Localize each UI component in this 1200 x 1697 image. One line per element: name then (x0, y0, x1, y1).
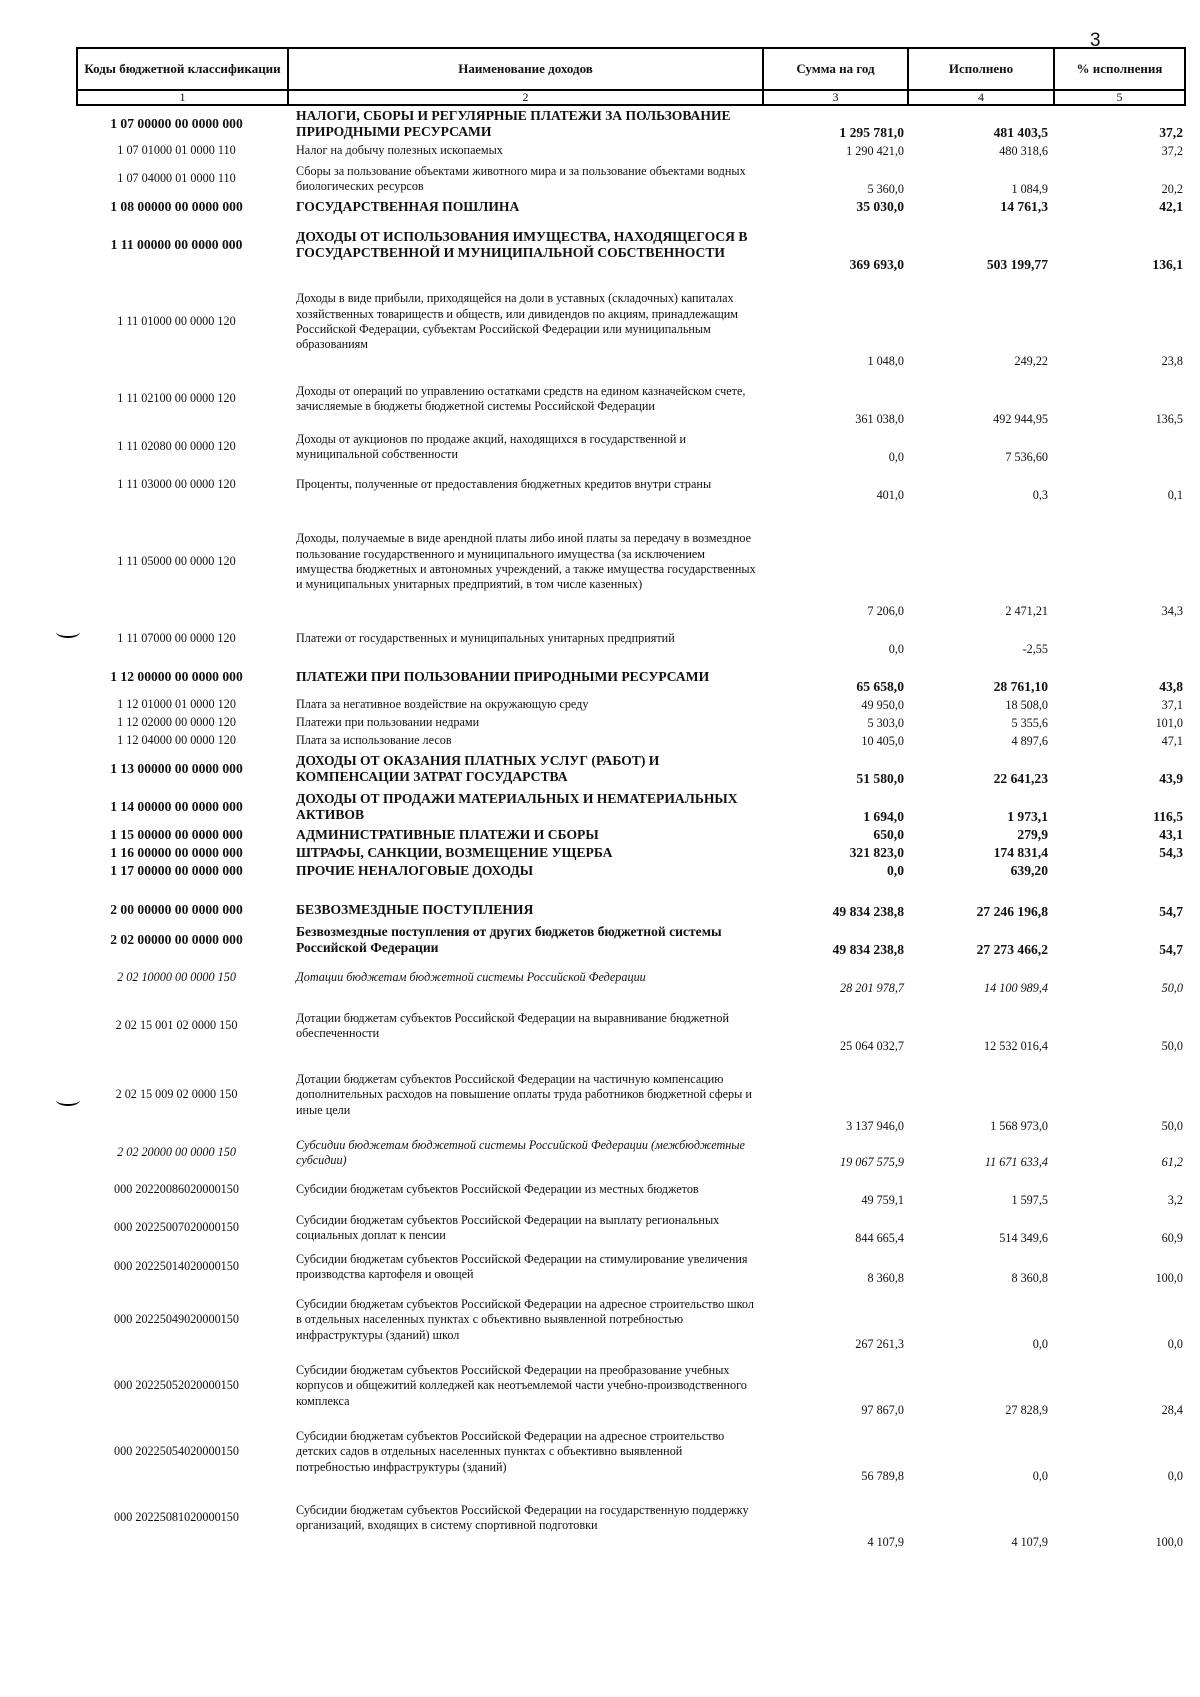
plan-cell: 1 694,0 (863, 808, 904, 824)
code-cell: 000 20225052020000150 (114, 1378, 239, 1393)
plan-cell: 65 658,0 (856, 678, 904, 694)
code-cell: 1 12 02000 00 0000 120 (117, 715, 236, 730)
code-cell: 1 11 03000 00 0000 120 (117, 477, 236, 492)
table-row (77, 714, 1185, 732)
name-cell: Дотации бюджетам бюджетной системы Российской Федерации (296, 970, 646, 985)
done-cell: 279,9 (1017, 826, 1048, 842)
table-row (77, 216, 1185, 274)
plan-cell: 3 137 946,0 (846, 1118, 904, 1133)
percent-cell: 116,5 (1153, 808, 1183, 824)
table-body (77, 105, 1185, 1551)
table-row (77, 620, 1185, 658)
name-cell: Субсидии бюджетам субъектов Российской Федерации на адресное строительство школ в отдельных населенных пунктах с объективно выявленной потребностью инфраструктуры (зданий) школ (296, 1297, 754, 1342)
done-cell: 481 403,5 (993, 124, 1048, 140)
code-cell: 1 11 07000 00 0000 120 (117, 631, 236, 646)
table-row (77, 658, 1185, 696)
percent-cell: 0,0 (1167, 1336, 1183, 1351)
code-cell: 1 08 00000 00 0000 000 (110, 198, 243, 214)
plan-cell: 49 834 238,8 (832, 941, 904, 957)
name-cell: Налог на добычу полезных ископаемых (296, 143, 503, 158)
done-cell: 22 641,23 (993, 770, 1048, 786)
done-cell: 492 944,95 (993, 411, 1048, 426)
plan-cell: 321 823,0 (849, 844, 904, 860)
percent-cell: 100,0 (1155, 1534, 1183, 1549)
done-cell: 639,20 (1010, 862, 1048, 878)
table-row (77, 428, 1185, 466)
percent-cell: 60,9 (1161, 1230, 1183, 1245)
code-cell: 1 12 00000 00 0000 000 (110, 668, 243, 684)
name-cell: Плата за использование лесов (296, 733, 452, 748)
code-cell: 1 07 04000 01 0000 110 (117, 171, 236, 186)
name-cell: ШТРАФЫ, САНКЦИИ, ВОЗМЕЩЕНИЕ УЩЕРБА (296, 844, 613, 860)
revenue-table (76, 47, 1186, 1551)
done-cell: 27 246 196,8 (976, 903, 1048, 919)
code-cell: 1 14 00000 00 0000 000 (110, 798, 243, 814)
code-cell: 1 11 02100 00 0000 120 (117, 391, 236, 406)
column-number: 1 (77, 90, 288, 105)
percent-cell: 37,2 (1159, 124, 1183, 140)
table-row (77, 105, 1185, 142)
table-row (77, 160, 1185, 198)
name-cell: БЕЗВОЗМЕЗДНЫЕ ПОСТУПЛЕНИЯ (296, 901, 534, 917)
table-row (77, 1247, 1185, 1287)
table-row (77, 1419, 1185, 1485)
code-cell: 000 20225007020000150 (114, 1220, 239, 1235)
code-cell: 1 12 04000 00 0000 120 (117, 733, 236, 748)
code-cell: 000 20225081020000150 (114, 1510, 239, 1525)
plan-cell: 49 759,1 (861, 1192, 904, 1207)
plan-cell: 28 201 978,7 (840, 980, 904, 995)
plan-cell: 5 303,0 (867, 715, 904, 730)
percent-cell: 61,2 (1161, 1154, 1183, 1169)
done-cell: 2 471,21 (1005, 603, 1048, 618)
plan-cell: 1 295 781,0 (839, 124, 904, 140)
done-cell: 0,0 (1032, 1336, 1048, 1351)
done-cell: 14 761,3 (1000, 198, 1048, 214)
name-cell (288, 880, 763, 899)
code-cell: 2 02 00000 00 0000 000 (110, 931, 243, 947)
table-row (77, 1209, 1185, 1247)
percent-cell: 54,7 (1159, 903, 1183, 919)
name-cell: Плата за негативное воздействие на окружающую среду (296, 697, 589, 712)
plan-cell: 0,0 (888, 641, 904, 656)
code-cell: 1 12 01000 01 0000 120 (117, 697, 236, 712)
percent-cell: 54,7 (1159, 941, 1183, 957)
code-cell: 1 07 00000 00 0000 000 (110, 115, 243, 131)
plan-cell: 0,0 (888, 449, 904, 464)
name-cell: Субсидии бюджетам субъектов Российской Федерации на адресное строительство детских садов в отдельных населенных пунктах с объективно выявленной потребностью инфраструктуры (зданий) (296, 1429, 725, 1474)
name-cell: Субсидии бюджетам субъектов Российской Федерации на государственную поддержку организаций, входящих в систему спортивной подготовки (296, 1502, 749, 1532)
table-row (77, 198, 1185, 216)
done-cell: 27 273 466,2 (976, 941, 1048, 957)
table-row (77, 788, 1185, 826)
name-cell: Субсидии бюджетам субъектов Российской Федерации на преобразование учебных корпусов и общежитий колледжей как неотъемлемой части учебно-производственного комплекса (296, 1363, 747, 1408)
name-cell: Платежи от государственных и муниципальных унитарных предприятий (296, 631, 675, 646)
done-cell: 1 973,1 (1007, 808, 1048, 824)
plan-cell (763, 880, 908, 899)
percent-cell: 54,3 (1159, 844, 1183, 860)
plan-cell: 1 290 421,0 (846, 143, 904, 158)
name-cell: НАЛОГИ, СБОРЫ И РЕГУЛЯРНЫЕ ПЛАТЕЖИ ЗА ПОЛЬЗОВАНИЕ ПРИРОДНЫМИ РЕСУРСАМИ (296, 107, 731, 139)
plan-cell: 361 038,0 (855, 411, 904, 426)
percent-cell: 0,0 (1167, 1468, 1183, 1483)
name-cell: Платежи при пользовании недрами (296, 715, 480, 730)
table-row (77, 466, 1185, 504)
name-cell: Субсидии бюджетам бюджетной системы Российской Федерации (межбюджетные субсидии) (296, 1137, 745, 1167)
code-cell: 000 20225014020000150 (114, 1259, 239, 1274)
table-row (77, 826, 1185, 844)
percent-cell (1054, 620, 1185, 658)
done-cell: 7 536,60 (1005, 449, 1048, 464)
code-cell: 2 02 20000 00 0000 150 (117, 1145, 236, 1160)
plan-cell: 844 665,4 (855, 1230, 904, 1245)
column-number-row (77, 90, 1185, 105)
plan-cell: 650,0 (873, 826, 904, 842)
plan-cell: 0,0 (887, 862, 904, 878)
table-row (77, 732, 1185, 750)
name-cell: ГОСУДАРСТВЕННАЯ ПОШЛИНА (296, 198, 520, 214)
done-cell: -2,55 (1022, 641, 1048, 656)
table-row (77, 274, 1185, 370)
code-cell: 2 00 00000 00 0000 000 (110, 901, 243, 917)
table-row (77, 1353, 1185, 1419)
header-plan: Сумма на год (763, 48, 908, 90)
column-number: 3 (763, 90, 908, 105)
name-cell: Доходы в виде прибыли, приходящейся на доли в уставных (складочных) капиталах хозяйственных товариществ и обществ, или дивидендов по акциям, принадлежащим Российской Федерации, субъектам Российской Федерации или муниципальным образованиям (296, 291, 738, 352)
code-cell: 1 13 00000 00 0000 000 (110, 760, 243, 776)
code-cell: 000 20225049020000150 (114, 1312, 239, 1327)
done-cell (908, 880, 1054, 899)
name-cell: Доходы, получаемые в виде арендной платы либо иной платы за передачу в возмездное пользование государственного и муниципального имущества (за исключением имущества бюджетных и автономных учреждений, а также имущества государственных и муниципальных унитарных предприятий, в том числе казенных) (296, 531, 756, 592)
table-row (77, 844, 1185, 862)
percent-cell: 37,2 (1161, 143, 1183, 158)
percent-cell: 28,4 (1161, 1402, 1183, 1417)
percent-cell: 43,1 (1159, 826, 1183, 842)
percent-cell: 3,2 (1167, 1192, 1183, 1207)
percent-cell: 136,1 (1152, 256, 1183, 272)
done-cell: 12 532 016,4 (984, 1038, 1048, 1053)
name-cell: Субсидии бюджетам субъектов Российской Федерации на выплату региональных социальных доплат к пенсии (296, 1212, 720, 1242)
done-cell: 4 897,6 (1011, 733, 1048, 748)
percent-cell: 42,1 (1159, 198, 1183, 214)
name-cell: ДОХОДЫ ОТ ПРОДАЖИ МАТЕРИАЛЬНЫХ И НЕМАТЕРИАЛЬНЫХ АКТИВОВ (296, 790, 738, 822)
plan-cell: 1 048,0 (867, 353, 904, 368)
done-cell: 0,0 (1032, 1468, 1048, 1483)
name-cell: Проценты, полученные от предоставления бюджетных кредитов внутри страны (296, 477, 712, 492)
name-cell: ПЛАТЕЖИ ПРИ ПОЛЬЗОВАНИИ ПРИРОДНЫМИ РЕСУРСАМИ (296, 668, 710, 684)
column-number: 4 (908, 90, 1054, 105)
table-row (77, 1171, 1185, 1209)
percent-cell: 50,0 (1161, 980, 1183, 995)
percent-cell: 136,5 (1155, 411, 1183, 426)
done-cell: 1 597,5 (1011, 1192, 1048, 1207)
plan-cell: 49 950,0 (861, 697, 904, 712)
name-cell: Безвозмездные поступления от других бюджетов бюджетной системы Российской Федерации (296, 923, 722, 955)
header-name: Наименование доходов (288, 48, 763, 90)
percent-cell: 101,0 (1155, 715, 1183, 730)
plan-cell: 7 206,0 (867, 603, 904, 618)
table-row (77, 504, 1185, 620)
header-codes: Коды бюджетной классификации (77, 48, 288, 90)
spacer-row (77, 880, 1185, 899)
done-cell: 11 671 633,4 (984, 1154, 1048, 1169)
done-cell: 18 508,0 (1005, 697, 1048, 712)
header-done: Исполнено (908, 48, 1054, 90)
page-number: 3 (1090, 30, 1101, 51)
done-cell: 249,22 (1014, 353, 1048, 368)
done-cell: 5 355,6 (1011, 715, 1048, 730)
name-cell: Дотации бюджетам субъектов Российской Федерации на выравнивание бюджетной обеспеченности (296, 1010, 730, 1040)
name-cell: АДМИНИСТРАТИВНЫЕ ПЛАТЕЖИ И СБОРЫ (296, 826, 599, 842)
code-cell: 1 07 01000 01 0000 110 (117, 143, 236, 158)
code-cell: 000 20220086020000150 (114, 1182, 239, 1197)
plan-cell: 4 107,9 (867, 1534, 904, 1549)
name-cell: Сборы за пользование объектами животного мира и за пользование объектами водных биологических ресурсов (296, 163, 746, 193)
percent-cell: 43,9 (1159, 770, 1183, 786)
done-cell: 514 349,6 (999, 1230, 1048, 1245)
plan-cell: 369 693,0 (849, 256, 904, 272)
name-cell: ДОХОДЫ ОТ ОКАЗАНИЯ ПЛАТНЫХ УСЛУГ (РАБОТ) И КОМПЕНСАЦИИ ЗАТРАТ ГОСУДАРСТВА (296, 752, 660, 784)
percent-cell: 37,1 (1161, 697, 1183, 712)
table-row (77, 1485, 1185, 1551)
plan-cell: 25 064 032,7 (840, 1038, 904, 1053)
table-row (77, 959, 1185, 997)
table-row (77, 750, 1185, 788)
code-cell (77, 880, 288, 899)
code-cell: 1 16 00000 00 0000 000 (110, 844, 243, 860)
name-cell: Субсидии бюджетам субъектов Российской Федерации из местных бюджетов (296, 1182, 699, 1197)
table-row (77, 1287, 1185, 1353)
percent-cell: 0,1 (1167, 487, 1183, 502)
done-cell: 1 084,9 (1011, 181, 1048, 196)
name-cell: Доходы от аукционов по продаже акций, находящихся в государственной и муниципальной собственности (296, 431, 686, 461)
table-row (77, 142, 1185, 160)
plan-cell: 97 867,0 (861, 1402, 904, 1417)
table-row (77, 862, 1185, 880)
percent-cell: 47,1 (1161, 733, 1183, 748)
done-cell: 1 568 973,0 (990, 1118, 1048, 1133)
code-cell: 1 11 02080 00 0000 120 (117, 439, 236, 454)
done-cell: 480 318,6 (999, 143, 1048, 158)
code-cell: 1 11 01000 00 0000 120 (117, 314, 236, 329)
column-number: 5 (1054, 90, 1185, 105)
code-cell: 2 02 15 001 02 0000 150 (115, 1018, 238, 1033)
plan-cell: 10 405,0 (861, 733, 904, 748)
table-row (77, 370, 1185, 428)
table-row (77, 1135, 1185, 1171)
code-cell: 1 15 00000 00 0000 000 (110, 826, 243, 842)
code-cell: 1 11 05000 00 0000 120 (117, 554, 236, 569)
table-row (77, 899, 1185, 921)
table-row (77, 921, 1185, 959)
plan-cell: 35 030,0 (856, 198, 904, 214)
done-cell: 27 828,9 (1005, 1402, 1048, 1417)
percent-cell: 34,3 (1161, 603, 1183, 618)
table-row (77, 1055, 1185, 1135)
name-cell: Доходы от операций по управлению остатками средств на едином казначейском счете, зачисляемые в бюджеты бюджетной системы Российской Федерации (296, 383, 746, 413)
header-percent: % исполнения (1054, 48, 1185, 90)
plan-cell: 401,0 (876, 487, 904, 502)
name-cell: Субсидии бюджетам субъектов Российской Федерации на стимулирование увеличения производства картофеля и овощей (296, 1251, 748, 1281)
percent-cell: 43,8 (1159, 678, 1183, 694)
plan-cell: 56 789,8 (861, 1468, 904, 1483)
percent-cell: 50,0 (1161, 1038, 1183, 1053)
percent-cell: 100,0 (1155, 1270, 1183, 1285)
code-cell: 000 20225054020000150 (114, 1444, 239, 1459)
done-cell: 28 761,10 (993, 678, 1048, 694)
code-cell: 1 11 00000 00 0000 000 (110, 236, 243, 252)
percent-cell: 23,8 (1161, 353, 1183, 368)
done-cell: 14 100 989,4 (984, 980, 1048, 995)
plan-cell: 8 360,8 (867, 1270, 904, 1285)
done-cell: 4 107,9 (1011, 1534, 1048, 1549)
column-number: 2 (288, 90, 763, 105)
table-row (77, 997, 1185, 1055)
table-header-row (77, 48, 1185, 90)
done-cell: 8 360,8 (1011, 1270, 1048, 1285)
plan-cell: 51 580,0 (856, 770, 904, 786)
done-cell: 174 831,4 (993, 844, 1048, 860)
name-cell: Дотации бюджетам субъектов Российской Федерации на частичную компенсацию дополнительных расходов на повышение оплаты труда работников бюджетной сферы и иные цели (296, 1072, 752, 1117)
code-cell: 2 02 10000 00 0000 150 (117, 970, 236, 985)
name-cell: ПРОЧИЕ НЕНАЛОГОВЫЕ ДОХОДЫ (296, 862, 534, 878)
plan-cell: 49 834 238,8 (832, 903, 904, 919)
done-cell: 503 199,77 (986, 256, 1048, 272)
percent-cell: 50,0 (1161, 1118, 1183, 1133)
percent-cell (1054, 862, 1185, 880)
code-cell: 1 17 00000 00 0000 000 (110, 862, 243, 878)
done-cell: 0,3 (1032, 487, 1048, 502)
plan-cell: 5 360,0 (867, 181, 904, 196)
percent-cell: 20,2 (1161, 181, 1183, 196)
name-cell: ДОХОДЫ ОТ ИСПОЛЬЗОВАНИЯ ИМУЩЕСТВА, НАХОДЯЩЕГОСЯ В ГОСУДАРСТВЕННОЙ И МУНИЦИПАЛЬНОЙ СОБСТВЕННОСТИ (296, 228, 748, 260)
plan-cell: 267 261,3 (855, 1336, 904, 1351)
plan-cell: 19 067 575,9 (840, 1154, 904, 1169)
code-cell: 2 02 15 009 02 0000 150 (115, 1087, 238, 1102)
table-row (77, 696, 1185, 714)
percent-cell (1054, 428, 1185, 466)
percent-cell (1054, 880, 1185, 899)
